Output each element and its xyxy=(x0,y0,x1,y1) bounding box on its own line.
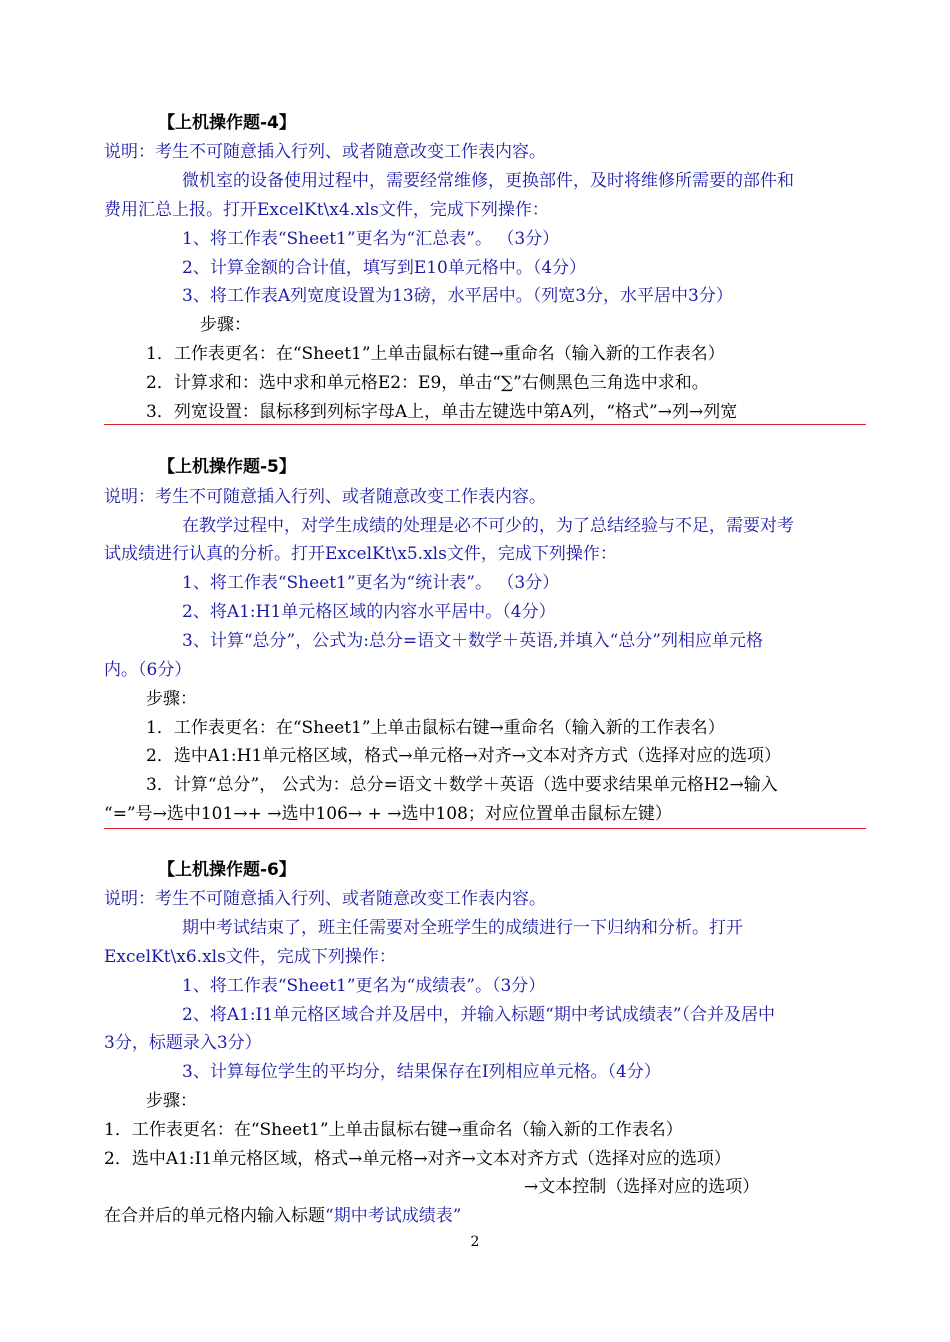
section-4-step-3: 3．列宽设置：鼠标移到列标字母A上，单击左键选中第A列，“格式”→列→列宽 xyxy=(146,402,738,422)
section-5-task-3: 3、计算“总分”，公式为:总分=语文＋数学＋英语,并填入“总分”列相应单元格 xyxy=(182,631,763,651)
section-6-step-1: 1．工作表更名：在“Sheet1”上单击鼠标右键→重命名（输入新的工作表名） xyxy=(104,1120,683,1140)
section-6-intro-2: ExcelKt\x6.xls文件，完成下列操作： xyxy=(104,947,396,967)
section-6-title: 【上机操作题-6】 xyxy=(158,860,296,880)
section-4-divider xyxy=(104,424,866,425)
section-5-note: 说明：考生不可随意插入行列、或者随意改变工作表内容。 xyxy=(104,487,546,507)
section-5-step-3-cont: “=”号→选中101→+ →选中106→ + →选中108；对应位置单击鼠标左键） xyxy=(104,804,672,824)
section-6-final-prefix: 在合并后的单元格内输入标题 xyxy=(104,1206,325,1226)
section-5-divider xyxy=(104,828,866,829)
section-4-intro-1: 微机室的设备使用过程中，需要经常维修，更换部件，及时将维修所需要的部件和 xyxy=(182,171,794,191)
section-6-step-2: 2．选中A1:I1单元格区域，格式→单元格→对齐→文本对齐方式（选择对应的选项） xyxy=(104,1149,731,1169)
section-4-task-1: 1、将工作表“Sheet1”更名为“汇总表”。 （3分） xyxy=(182,229,560,249)
section-6-step-2-cont: →文本控制（选择对应的选项） xyxy=(524,1177,760,1197)
section-5-intro-1: 在教学过程中，对学生成绩的处理是必不可少的，为了总结经验与不足，需要对考 xyxy=(182,516,794,536)
section-5-steps-label: 步骤： xyxy=(146,689,197,709)
section-6-note: 说明：考生不可随意插入行列、或者随意改变工作表内容。 xyxy=(104,889,546,909)
section-5-step-1: 1．工作表更名：在“Sheet1”上单击鼠标右键→重命名（输入新的工作表名） xyxy=(146,718,725,738)
section-4-steps-label: 步骤： xyxy=(200,315,251,335)
section-5-step-2: 2．选中A1:H1单元格区域，格式→单元格→对齐→文本对齐方式（选择对应的选项） xyxy=(146,746,782,766)
section-4-note: 说明：考生不可随意插入行列、或者随意改变工作表内容。 xyxy=(104,142,546,162)
section-4-task-2: 2、计算金额的合计值，填写到E10单元格中。（4分） xyxy=(182,258,587,278)
section-4-intro-2: 费用汇总上报。打开ExcelKt\x4.xls文件，完成下列操作： xyxy=(104,200,549,220)
section-6-task-3: 3、计算每位学生的平均分，结果保存在I列相应单元格。（4分） xyxy=(182,1062,661,1082)
section-6-steps-label: 步骤： xyxy=(146,1091,197,1111)
section-5-task-1: 1、将工作表“Sheet1”更名为“统计表”。 （3分） xyxy=(182,573,560,593)
section-5-task-3-cont: 内。（6分） xyxy=(104,660,192,680)
section-5-step-3: 3．计算“总分”， 公式为：总分=语文＋数学＋英语（选中要求结果单元格H2→输入 xyxy=(146,775,778,795)
section-6-intro-1: 期中考试结束了，班主任需要对全班学生的成绩进行一下归纳和分析。打开 xyxy=(182,918,743,938)
section-4-title: 【上机操作题-4】 xyxy=(158,113,296,133)
page-number: 2 xyxy=(470,1234,480,1250)
section-5-intro-2: 试成绩进行认真的分析。打开ExcelKt\x5.xls文件，完成下列操作： xyxy=(104,544,617,564)
section-6-final-line xyxy=(104,1204,461,1228)
section-6-final-quote: “期中考试成绩表” xyxy=(325,1206,462,1226)
section-6-task-2: 2、将A1:I1单元格区域合并及居中，并输入标题“期中考试成绩表”（合并及居中 xyxy=(182,1005,776,1025)
section-4-task-3: 3、将工作表A列宽度设置为13磅，水平居中。（列宽3分，水平居中3分） xyxy=(182,286,733,306)
section-6-task-2-cont: 3分，标题录入3分） xyxy=(104,1033,262,1053)
section-6-task-1: 1、将工作表“Sheet1”更名为“成绩表”。（3分） xyxy=(182,976,546,996)
section-5-title: 【上机操作题-5】 xyxy=(158,457,296,477)
section-4-step-1: 1．工作表更名：在“Sheet1”上单击鼠标右键→重命名（输入新的工作表名） xyxy=(146,344,725,364)
section-4-step-2: 2．计算求和：选中求和单元格E2：E9，单击“∑”右侧黑色三角选中求和。 xyxy=(146,373,709,393)
section-5-task-2: 2、将A1:H1单元格区域的内容水平居中。（4分） xyxy=(182,602,556,622)
